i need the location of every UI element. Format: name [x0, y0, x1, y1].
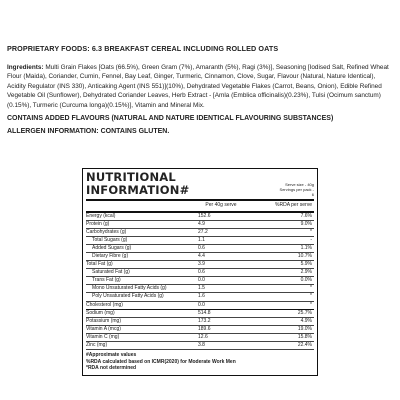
- table-row: [86, 302, 314, 310]
- table-row: [86, 261, 314, 269]
- nutrient-value: 189.6: [198, 325, 211, 332]
- serve-info: [277, 182, 314, 197]
- label-text-block: [7, 44, 393, 135]
- nutrient-value: 0.6: [198, 269, 205, 276]
- allergen-statement: ALLERGEN INFORMATION: CONTAINS GLUTEN.: [7, 128, 170, 136]
- nutrient-name: Zinc (mg): [86, 342, 108, 348]
- nutrient-name: Potassium (mg): [86, 317, 122, 324]
- nutrient-value: 514.8: [198, 309, 211, 316]
- nutrient-name: Total Sugars (g): [92, 236, 128, 243]
- nutrient-name: Carbohydrates (g): [86, 228, 127, 235]
- table-row: [86, 221, 314, 229]
- nutrient-rows: [86, 213, 314, 351]
- table-row: [86, 269, 314, 277]
- nutrient-value: 0.6: [198, 244, 205, 251]
- panel-title: NUTRITIONAL INFORMATION#: [86, 170, 190, 197]
- nutrient-value: 3.9: [198, 261, 205, 268]
- nutrient-value: 1.1: [198, 236, 205, 243]
- flavours-statement: CONTAINS ADDED FLAVOURS (NATURAL AND NATURE IDENTICAL FLAVOURING SUBSTANCES): [7, 115, 334, 123]
- table-row: [86, 237, 314, 245]
- table-row: [86, 213, 314, 221]
- nutrient-value: 173.2: [198, 317, 211, 324]
- nutrient-rda: 22.4%: [297, 342, 312, 348]
- nutrient-name: Trans Fat (g): [92, 277, 121, 284]
- nutrient-name: Cholesterol (mg): [86, 301, 123, 308]
- nutrient-name: Total Fat (g): [86, 261, 113, 268]
- column-headers: [86, 201, 314, 213]
- nutrient-rda: 2.9%: [300, 269, 312, 276]
- nutrient-rda: *: [310, 285, 312, 292]
- nutrient-rda: 10.7%: [297, 252, 312, 259]
- nutrient-rda: *: [310, 293, 312, 300]
- table-row: [86, 310, 314, 318]
- nutrient-name: Sodium (mg): [86, 309, 115, 316]
- servings-per-pack: Servings per pack - 6: [279, 187, 314, 197]
- nutrient-name: Protein (g): [86, 220, 110, 227]
- nutrient-column-header: [86, 203, 196, 209]
- nutrient-rda: *: [310, 228, 312, 235]
- nutrient-value: 12.6: [198, 333, 208, 340]
- footnote-approx: #Approximate values: [86, 352, 137, 359]
- nutrient-rda: 0.0%: [300, 277, 312, 284]
- table-row: [86, 326, 314, 334]
- table-row: [86, 245, 314, 253]
- nutrient-rda: 1.1%: [300, 244, 312, 251]
- table-row: [86, 318, 314, 326]
- nutrient-rda: 15.8%: [297, 333, 312, 340]
- nutrient-value: 1.5: [198, 285, 205, 292]
- rda-header: %RDA per serve: [275, 202, 312, 208]
- table-row: [86, 334, 314, 342]
- nutrient-rda: 9.0%: [300, 220, 312, 227]
- nutrient-value: 1.6: [198, 293, 205, 300]
- nutrient-value: 152.6: [198, 212, 211, 219]
- footnote-rda-nd: *RDA not determined: [86, 365, 137, 372]
- per-serve-header: Per 40g serve: [205, 202, 237, 208]
- nutrient-value: 3.8: [198, 342, 205, 348]
- panel-header: [86, 171, 314, 201]
- nutrient-name: Vitamin C (mg): [86, 333, 120, 340]
- table-row: [86, 293, 314, 301]
- nutrient-name: Poly Unsaturated Fatty Acids (g): [92, 293, 164, 300]
- nutrient-rda: 5.9%: [300, 261, 312, 268]
- nutrient-value: 0.0: [198, 301, 205, 308]
- table-row: [86, 285, 314, 293]
- nutrient-rda: 19.0%: [297, 325, 312, 332]
- table-row: [86, 277, 314, 285]
- panel-footnotes: [86, 352, 314, 372]
- table-row: [86, 229, 314, 237]
- serve-size: Serve size - 40g: [285, 182, 314, 187]
- nutrient-name: Added Sugars (g): [92, 244, 132, 251]
- nutrient-name: Vitamin A (mcg): [86, 325, 121, 332]
- table-row: [86, 253, 314, 261]
- nutrient-value: 4.4: [198, 252, 205, 259]
- nutrient-value: 4.9: [198, 220, 205, 227]
- nutrient-rda: *: [310, 301, 312, 308]
- nutrient-rda: -: [310, 236, 312, 243]
- nutrient-name: Dietary Fibre (g): [92, 252, 129, 259]
- table-row: [86, 342, 314, 350]
- nutrient-value: 0.0: [198, 277, 205, 284]
- nutrient-rda: 4.9%: [300, 317, 312, 324]
- ingredients-paragraph: [7, 63, 393, 110]
- nutrient-name: Mono Unsaturated Fatty Acids (g): [92, 285, 167, 292]
- ingredients-label: Ingredients:: [7, 64, 44, 71]
- nutrient-rda: 25.7%: [297, 309, 312, 316]
- footnote-rda-basis: %RDA calculated based on ICMR(2020) for Moderate Work Men: [86, 358, 236, 365]
- nutrient-rda: 7.6%: [300, 212, 312, 219]
- nutrient-value: 27.2: [198, 228, 208, 235]
- nutrition-panel: [82, 168, 318, 376]
- nutrient-name: Energy (kcal): [86, 212, 116, 219]
- category-heading: PROPRIETARY FOODS: 6.3 BREAKFAST CEREAL INCLUDING ROLLED OATS: [7, 44, 279, 53]
- ingredients-text: Multi Grain Flakes [Oats (66.5%), Green Gram (7%), Amaranth (5%), Ragi (3%)], Seasoning [Iodised Salt, Refined Wheat Flour (Maida), Coriander, Cumin, Fennel, Bay Leaf, Ginger, Turmeric, Cinnamon, Clove, Sugar, Flavour (Natural, Nature Identical), Acidity Regulator (INS 330), Anticaking Agent (INS 551)](10%), Dehydrated Vegetable Flakes (Carrot, Beans, Onion), Edible Refined Vegetable Oil (Sunflower), Dehydrated Coriander Leaves, Herb Extract - [Amla (Emblica officinalis)(0.23%), Tulsi (Ocimum sanctum)(0.15%), Turmeric (Curcuma longa)(0.15%)], Vitamin and Mineral Mix.: [7, 64, 389, 109]
- nutrient-name: Saturated Fat (g): [92, 269, 130, 276]
